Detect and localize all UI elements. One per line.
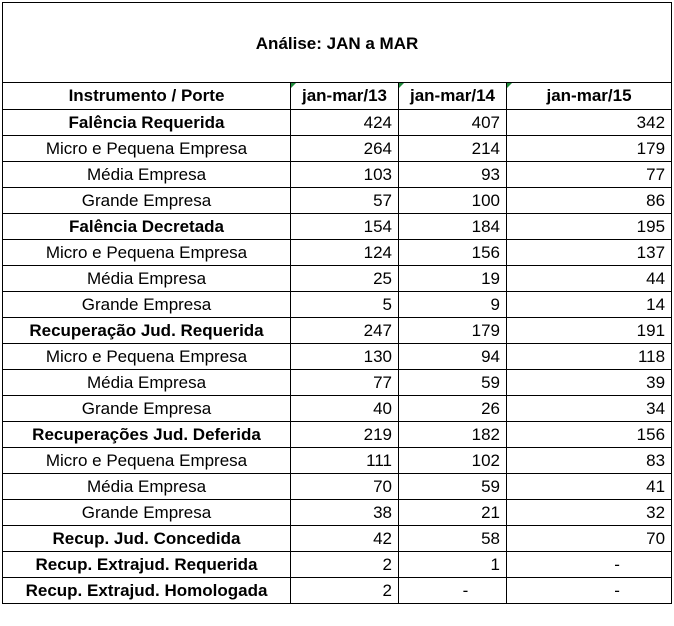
- table-row: [3, 370, 672, 396]
- value-cell: 83: [507, 448, 672, 474]
- table-row: [3, 110, 672, 136]
- cell-note-marker: [291, 83, 296, 88]
- value-cell: 70: [507, 526, 672, 552]
- row-label: Micro e Pequena Empresa: [3, 448, 291, 474]
- table-row: [3, 578, 672, 604]
- table-row: [3, 188, 672, 214]
- header-jan-mar-15: [507, 83, 672, 110]
- value-cell: 184: [399, 214, 507, 240]
- row-label: Recup. Extrajud. Homologada: [3, 578, 291, 604]
- table-row: [3, 526, 672, 552]
- value-cell: 14: [507, 292, 672, 318]
- value-cell: 59: [399, 474, 507, 500]
- table-row: [3, 552, 672, 578]
- header-jan-mar-13: [291, 83, 399, 110]
- value-cell: 26: [399, 396, 507, 422]
- header-jan-mar-14-label: jan-mar/14: [409, 86, 496, 105]
- table-row: [3, 500, 672, 526]
- value-cell: 154: [291, 214, 399, 240]
- table-row: [3, 396, 672, 422]
- cell-note-marker: [399, 83, 404, 88]
- value-cell: 118: [507, 344, 672, 370]
- value-cell: -: [507, 552, 672, 578]
- value-cell: 130: [291, 344, 399, 370]
- row-label: Falência Requerida: [3, 110, 291, 136]
- table-row: [3, 136, 672, 162]
- title-row: [3, 3, 672, 83]
- value-cell: 124: [291, 240, 399, 266]
- row-label: Falência Decretada: [3, 214, 291, 240]
- value-cell: -: [399, 578, 507, 604]
- value-cell: 103: [291, 162, 399, 188]
- value-cell: 34: [507, 396, 672, 422]
- analysis-sheet: [2, 2, 672, 604]
- value-cell: 102: [399, 448, 507, 474]
- row-label: Micro e Pequena Empresa: [3, 344, 291, 370]
- header-row: [3, 83, 672, 110]
- value-cell: 42: [291, 526, 399, 552]
- row-label: Média Empresa: [3, 162, 291, 188]
- table-row: [3, 266, 672, 292]
- value-cell: 342: [507, 110, 672, 136]
- value-cell: 19: [399, 266, 507, 292]
- value-cell: 195: [507, 214, 672, 240]
- value-cell: 40: [291, 396, 399, 422]
- value-cell: 25: [291, 266, 399, 292]
- value-cell: 58: [399, 526, 507, 552]
- table-row: [3, 318, 672, 344]
- value-cell: 70: [291, 474, 399, 500]
- value-cell: 32: [507, 500, 672, 526]
- row-label: Micro e Pequena Empresa: [3, 240, 291, 266]
- value-cell: 2: [291, 578, 399, 604]
- value-cell: -: [507, 578, 672, 604]
- table-row: [3, 240, 672, 266]
- row-label: Recuperação Jud. Requerida: [3, 318, 291, 344]
- analysis-table: [2, 2, 672, 604]
- value-cell: 156: [507, 422, 672, 448]
- cell-note-marker: [507, 83, 512, 88]
- value-cell: 21: [399, 500, 507, 526]
- row-label: Micro e Pequena Empresa: [3, 136, 291, 162]
- table-row: [3, 448, 672, 474]
- row-label: Média Empresa: [3, 266, 291, 292]
- value-cell: 179: [507, 136, 672, 162]
- value-cell: 264: [291, 136, 399, 162]
- table-title: Análise: JAN a MAR: [3, 3, 672, 83]
- value-cell: 219: [291, 422, 399, 448]
- value-cell: 156: [399, 240, 507, 266]
- row-label: Recuperações Jud. Deferida: [3, 422, 291, 448]
- row-label: Média Empresa: [3, 370, 291, 396]
- value-cell: 247: [291, 318, 399, 344]
- value-cell: 182: [399, 422, 507, 448]
- value-cell: 77: [507, 162, 672, 188]
- value-cell: 179: [399, 318, 507, 344]
- row-label: Recup. Jud. Concedida: [3, 526, 291, 552]
- table-row: [3, 344, 672, 370]
- row-label: Grande Empresa: [3, 500, 291, 526]
- header-instrumento: Instrumento / Porte: [3, 83, 291, 110]
- header-jan-mar-15-label: jan-mar/15: [546, 86, 632, 105]
- value-cell: 86: [507, 188, 672, 214]
- value-cell: 44: [507, 266, 672, 292]
- value-cell: 137: [507, 240, 672, 266]
- value-cell: 1: [399, 552, 507, 578]
- value-cell: 38: [291, 500, 399, 526]
- value-cell: 77: [291, 370, 399, 396]
- value-cell: 191: [507, 318, 672, 344]
- value-cell: 111: [291, 448, 399, 474]
- row-label: Grande Empresa: [3, 188, 291, 214]
- table-row: [3, 162, 672, 188]
- value-cell: 57: [291, 188, 399, 214]
- value-cell: 2: [291, 552, 399, 578]
- value-cell: 93: [399, 162, 507, 188]
- table-row: [3, 422, 672, 448]
- header-jan-mar-13-label: jan-mar/13: [301, 86, 388, 105]
- header-jan-mar-14: [399, 83, 507, 110]
- row-label: Média Empresa: [3, 474, 291, 500]
- value-cell: 100: [399, 188, 507, 214]
- value-cell: 39: [507, 370, 672, 396]
- value-cell: 59: [399, 370, 507, 396]
- table-row: [3, 292, 672, 318]
- row-label: Grande Empresa: [3, 292, 291, 318]
- row-label: Recup. Extrajud. Requerida: [3, 552, 291, 578]
- value-cell: 5: [291, 292, 399, 318]
- value-cell: 41: [507, 474, 672, 500]
- row-label: Grande Empresa: [3, 396, 291, 422]
- value-cell: 94: [399, 344, 507, 370]
- value-cell: 214: [399, 136, 507, 162]
- value-cell: 407: [399, 110, 507, 136]
- value-cell: 9: [399, 292, 507, 318]
- table-row: [3, 214, 672, 240]
- value-cell: 424: [291, 110, 399, 136]
- table-row: [3, 474, 672, 500]
